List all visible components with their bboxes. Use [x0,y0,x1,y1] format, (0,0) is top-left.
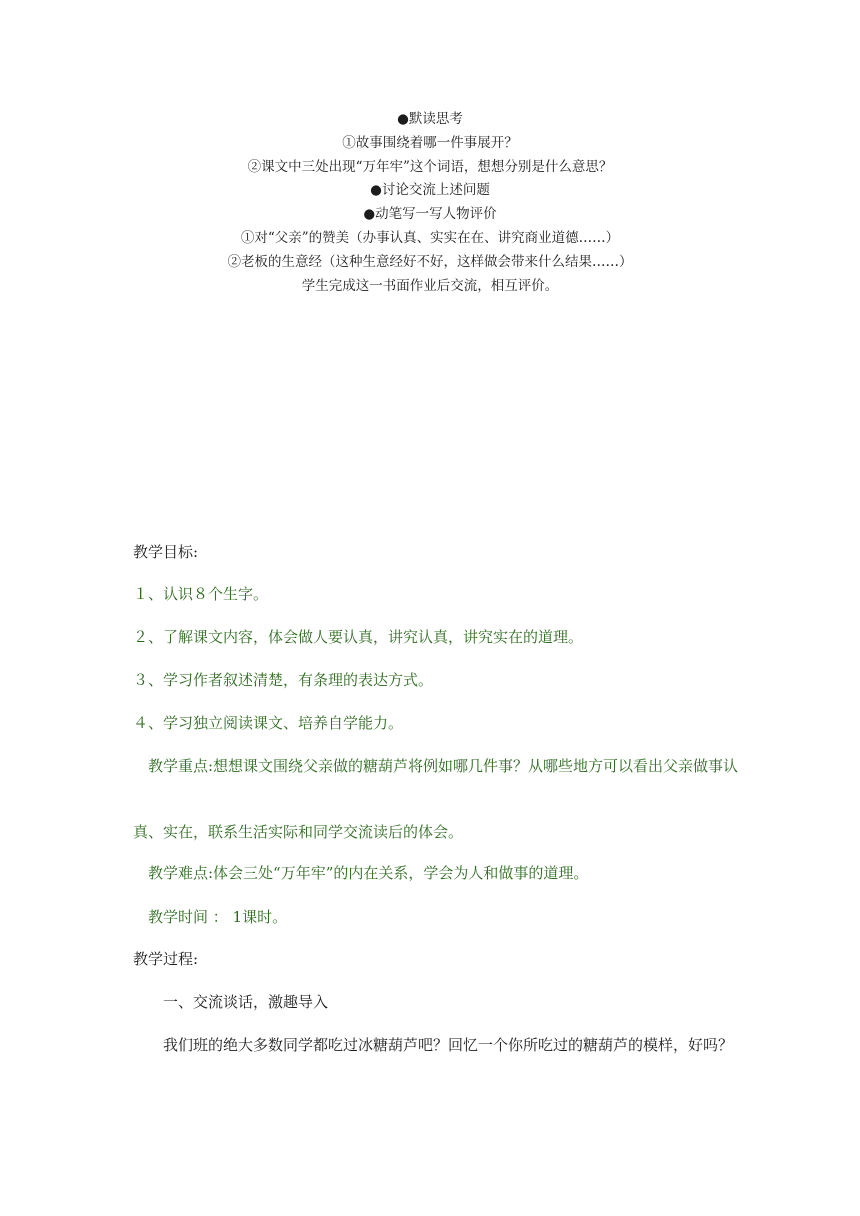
difficulty-line: 教学难点:体会三处“万年牢”的内在关系，学会为人和做事的道理。 [148,864,589,882]
top-line-2: ①故事围绕着哪一件事展开？ [342,134,518,151]
process-heading: 教学过程: [133,950,199,968]
top-section [0,108,860,298]
goal-item-4: ４、学习独立阅读课文、培养自学能力。 [133,714,404,732]
top-line-1: ●默读思考 [397,111,463,127]
key-point-line-2: 真、实在，联系生活实际和同学交流读后的体会。 [133,823,464,841]
top-line-5: ●动笔写一写人物评价 [363,206,497,223]
top-line-3: ②课文中三处出现“万年牢”这个词语，想想分别是什么意思？ [247,158,613,175]
top-line-8: 学生完成这一书面作业后交流，相互评价。 [301,277,559,294]
goals-heading: 教学目标: [133,543,199,561]
top-line-7: ②老板的生意经（这种生意经好不好，这样做会带来什么结果……） [227,253,633,270]
goal-item-3: ３、学习作者叙述清楚，有条理的表达方式。 [133,671,434,689]
top-line-6: ①对“父亲”的赞美（办事认真、实实在在、讲究商业道德……） [240,229,620,246]
step1-text: 我们班的绝大多数同学都吃过冰糖葫芦吧？回忆一个你所吃过的糖葫芦的模样，好吗？ [163,1036,734,1054]
time-line: 教学时间 ： 1课时。 [148,908,288,926]
step1-title: 一、交流谈话，激趣导入 [163,993,329,1011]
goal-item-2: ２、了解课文内容，体会做人要认真，讲究认真，讲究实在的道理。 [133,628,584,646]
top-line-4: ●讨论交流上述问题 [370,182,490,199]
key-point-line-1: 教学重点:想想课文围绕父亲做的糖葫芦将例如哪几件事？从哪些地方可以看出父亲做事认 [148,757,739,775]
goal-item-1: １、认识８个生字。 [133,585,269,603]
